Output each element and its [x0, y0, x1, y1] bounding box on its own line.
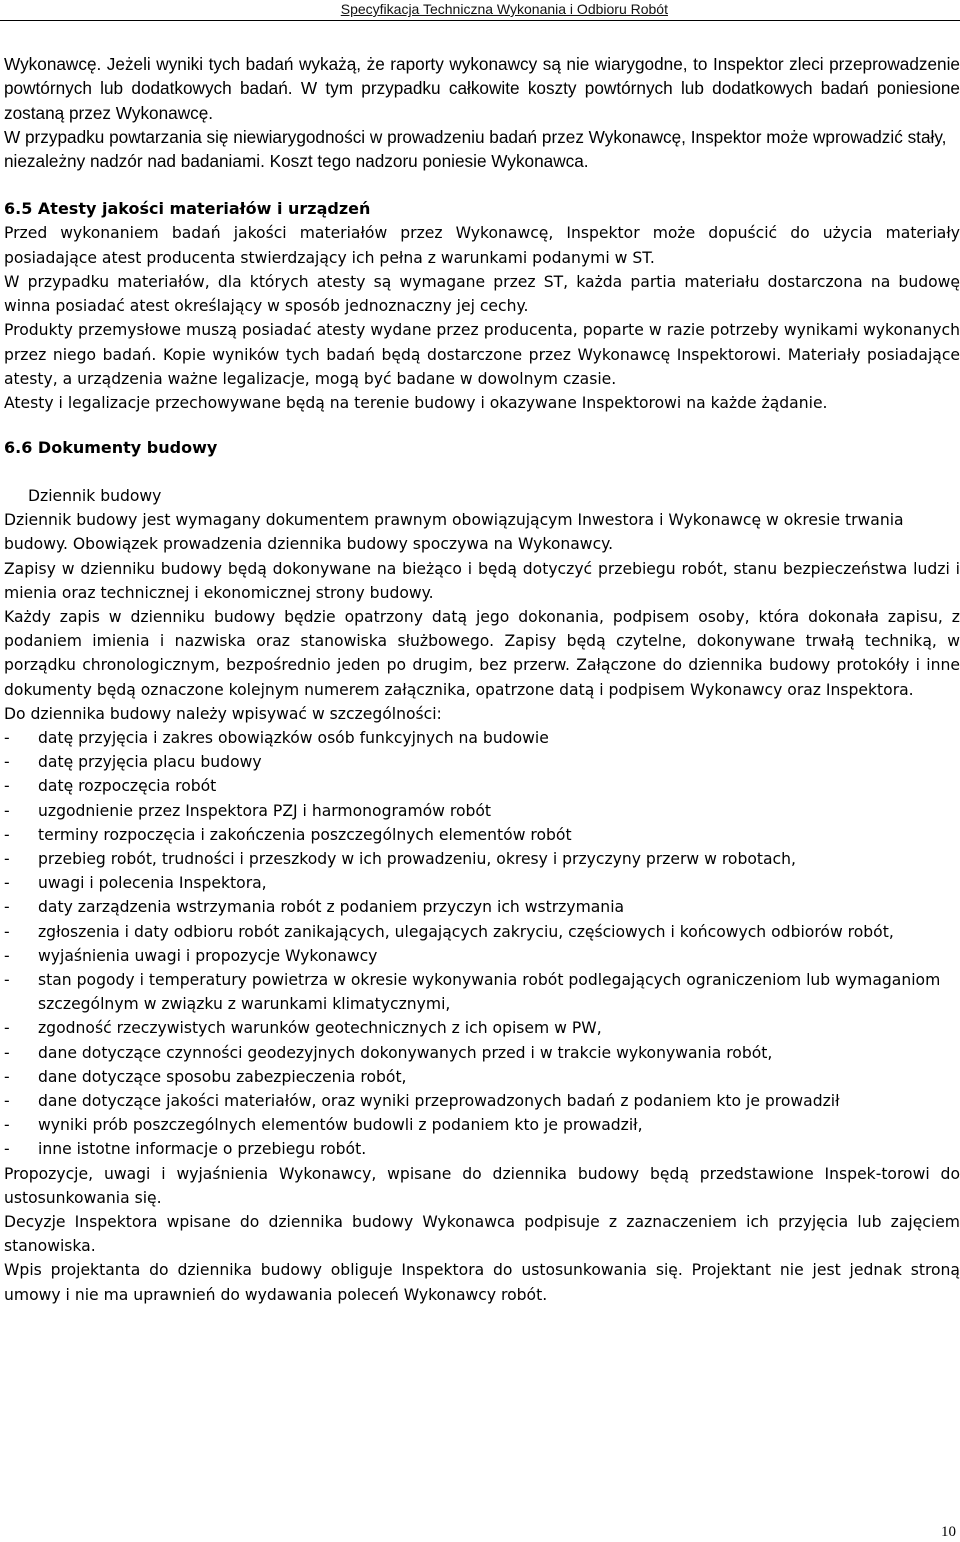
list-item: [4, 1113, 960, 1137]
list-item: [4, 871, 960, 895]
list-item-text: zgłoszenia i daty odbioru robót zanikających, ulegających zakryciu, częściowych i końcowych odbiorów robót,: [38, 922, 894, 941]
list-marker: -: [4, 777, 10, 796]
list-marker: -: [4, 1019, 10, 1038]
section-6-6: [4, 436, 960, 1307]
list-marker: -: [4, 898, 10, 917]
list-marker: -: [4, 1140, 10, 1159]
list-item-text: dane dotyczące jakości materiałów, oraz wyniki przeprowadzonych badań z podaniem kto je prowadził: [38, 1091, 840, 1110]
header-title: Specyfikacja Techniczna Wykonania i Odbioru Robót: [340, 1, 668, 17]
list-marker: -: [4, 922, 10, 941]
list-item-text: zgodność rzeczywistych warunków geotechnicznych z ich opisem w PW,: [38, 1019, 602, 1038]
paragraph: Zapisy w dzienniku budowy będą dokonywane na bieżąco i będą dotyczyć przebiegu robót, stanu bezpieczeństwa ludzi i mienia oraz technicznej i ekonomicznej strony budowy.: [4, 559, 960, 602]
paragraph: Atesty i legalizacje przechowywane będą na terenie budowy i okazywane Inspektorowi na każde żądanie.: [4, 393, 828, 412]
paragraph: Każdy zapis w dzienniku budowy będzie opatrzony datą jego dokonania, podpisem osoby, która dokonała zapisu, z podaniem imienia i nazwiska oraz stanowiska służbowego. Zapisy będą czytelne, dokonywane trwałą techniką, w porządku chronologicznym, bezpośrednio jeden po drugim, bez przerw. Załączone do dziennika budowy protokóły i inne dokumenty będą oznaczone kolejnym numerem załącznika, opatrzone datą i podpisem Wykonawcy oraz Inspektora.: [4, 607, 960, 699]
subheading: Dziennik budowy: [28, 487, 162, 506]
list-item: [4, 774, 960, 798]
paragraph: W przypadku materiałów, dla których atesty są wymagane przez ST, każda partia materiału dostarczona na budowę winna posiadać atest określający w sposób jednoznaczny jej cechy.: [4, 272, 960, 316]
list-item-text: datę przyjęcia placu budowy: [38, 753, 262, 772]
list-marker: -: [4, 753, 10, 772]
list-item-text: dane dotyczące czynności geodezyjnych dokonywanych przed i w trakcie wykonywania robót,: [38, 1043, 773, 1062]
intro-block: [4, 52, 960, 173]
list-marker: -: [4, 946, 10, 965]
list-marker: -: [4, 970, 10, 989]
list-marker: -: [4, 1043, 10, 1062]
list-item-text: wyjaśnienia uwagi i propozycje Wykonawcy: [38, 946, 378, 965]
list-item-text: wyniki prób poszczególnych elementów budowli z podaniem kto je prowadził,: [38, 1116, 643, 1135]
requirements-list: [4, 726, 960, 1162]
list-marker: -: [4, 825, 10, 844]
paragraph: Propozycje, uwagi i wyjaśnienia Wykonawcy, wpisane do dziennika budowy będą przedstawione Inspek-torowi do ustosunkowania się.: [4, 1164, 960, 1207]
list-item-text: terminy rozpoczęcia i zakończenia poszczególnych elementów robót: [38, 825, 572, 844]
list-item-text: dane dotyczące sposobu zabezpieczenia robót,: [38, 1067, 407, 1086]
list-item: [4, 847, 960, 871]
paragraph: Wpis projektanta do dziennika budowy obliguje Inspektora do ustosunkowania się. Projektant nie jest jednak stroną umowy i nie ma uprawnień do wydawania poleceń Wykonawcy robót.: [4, 1261, 960, 1304]
page-number: 10: [941, 1524, 956, 1540]
list-item: [4, 968, 960, 1016]
list-item: [4, 823, 960, 847]
page-header: [0, 0, 960, 22]
paragraph: Dziennik budowy jest wymagany dokumentem prawnym obowiązującym Inwestora i Wykonawcę w okresie trwania budowy. Obowiązek prowadzenia dziennika budowy spoczywa na Wykonawcy.: [4, 511, 904, 554]
list-marker: -: [4, 728, 10, 747]
list-marker: -: [4, 849, 10, 868]
header-divider: [0, 20, 960, 21]
list-item-text: datę rozpoczęcia robót: [38, 777, 217, 796]
list-item: [4, 1065, 960, 1089]
list-item: [4, 726, 960, 750]
list-item: [4, 1016, 960, 1040]
list-item-text: uwagi i polecenia Inspektora,: [38, 874, 267, 893]
list-marker: -: [4, 801, 10, 820]
list-item: [4, 920, 960, 944]
intro-paragraph: W przypadku powtarzania się niewiarygodności w prowadzeniu badań przez Wykonawcę, Inspektor może wprowadzić stały, niezależny nadzór nad badaniami. Koszt tego nadzoru poniesie Wykonawca.: [4, 126, 947, 172]
section-6-5: [4, 197, 960, 415]
list-item: [4, 1041, 960, 1065]
paragraph: Produkty przemysłowe muszą posiadać atesty wydane przez producenta, poparte w razie potrzeby wynikami wykonanych przez niego badań. Kopie wyników tych badań będą dostarczone przez Wykonawcę Inspektorowi. Materiały posiadające atesty, a urządzenia ważne legalizacje, mogą być badane w dowolnym czasie.: [4, 321, 960, 388]
list-marker: -: [4, 1067, 10, 1086]
list-item-text: stan pogody i temperatury powietrza w okresie wykonywania robót podlegających ograniczeniom lub wymaganiom szczególnym w związku z warunkami klimatycznymi,: [38, 970, 941, 1014]
list-item-text: przebieg robót, trudności i przeszkody w ich prowadzeniu, okresy i przyczyny przerw w robotach,: [38, 849, 796, 868]
list-marker: -: [4, 874, 10, 893]
list-item: [4, 799, 960, 823]
list-item: [4, 895, 960, 919]
paragraph: Do dziennika budowy należy wpisywać w szczególności:: [4, 704, 442, 723]
section-heading: 6.6 Dokumenty budowy: [4, 438, 218, 458]
paragraph: Decyzje Inspektora wpisane do dziennika budowy Wykonawca podpisuje z zaznaczeniem ich przyjęcia lub zajęciem stanowiska.: [4, 1213, 960, 1256]
section-heading: 6.5 Atesty jakości materiałów i urządzeń: [4, 199, 371, 219]
list-item: [4, 750, 960, 774]
list-marker: -: [4, 1116, 10, 1135]
list-item-text: inne istotne informacje o przebiegu robót.: [38, 1140, 367, 1159]
list-item: [4, 1089, 960, 1113]
list-item: [4, 1137, 960, 1161]
list-marker: -: [4, 1091, 10, 1110]
list-item-text: datę przyjęcia i zakres obowiązków osób funkcyjnych na budowie: [38, 728, 549, 747]
document-body: [4, 52, 960, 1307]
paragraph: Przed wykonaniem badań jakości materiałów przez Wykonawcę, Inspektor może dopuścić do użycia materiały posiadające atest producenta stwierdzający ich pełna z warunkami podanymi w ST.: [4, 224, 960, 267]
intro-paragraph: Wykonawcę. Jeżeli wyniki tych badań wykażą, że raporty wykonawcy są nie wiarygodne, to Inspektor zleci przeprowadzenie powtórnych lub dodatkowych badań. W tym przypadku całkowite koszty powtórnych lub dodatkowych badań poniesione zostaną przez Wykonawcę.: [4, 54, 960, 123]
list-item-text: daty zarządzenia wstrzymania robót z podaniem przyczyn ich wstrzymania: [38, 898, 625, 917]
list-item-text: uzgodnienie przez Inspektora PZJ i harmonogramów robót: [38, 801, 492, 820]
list-item: [4, 944, 960, 968]
